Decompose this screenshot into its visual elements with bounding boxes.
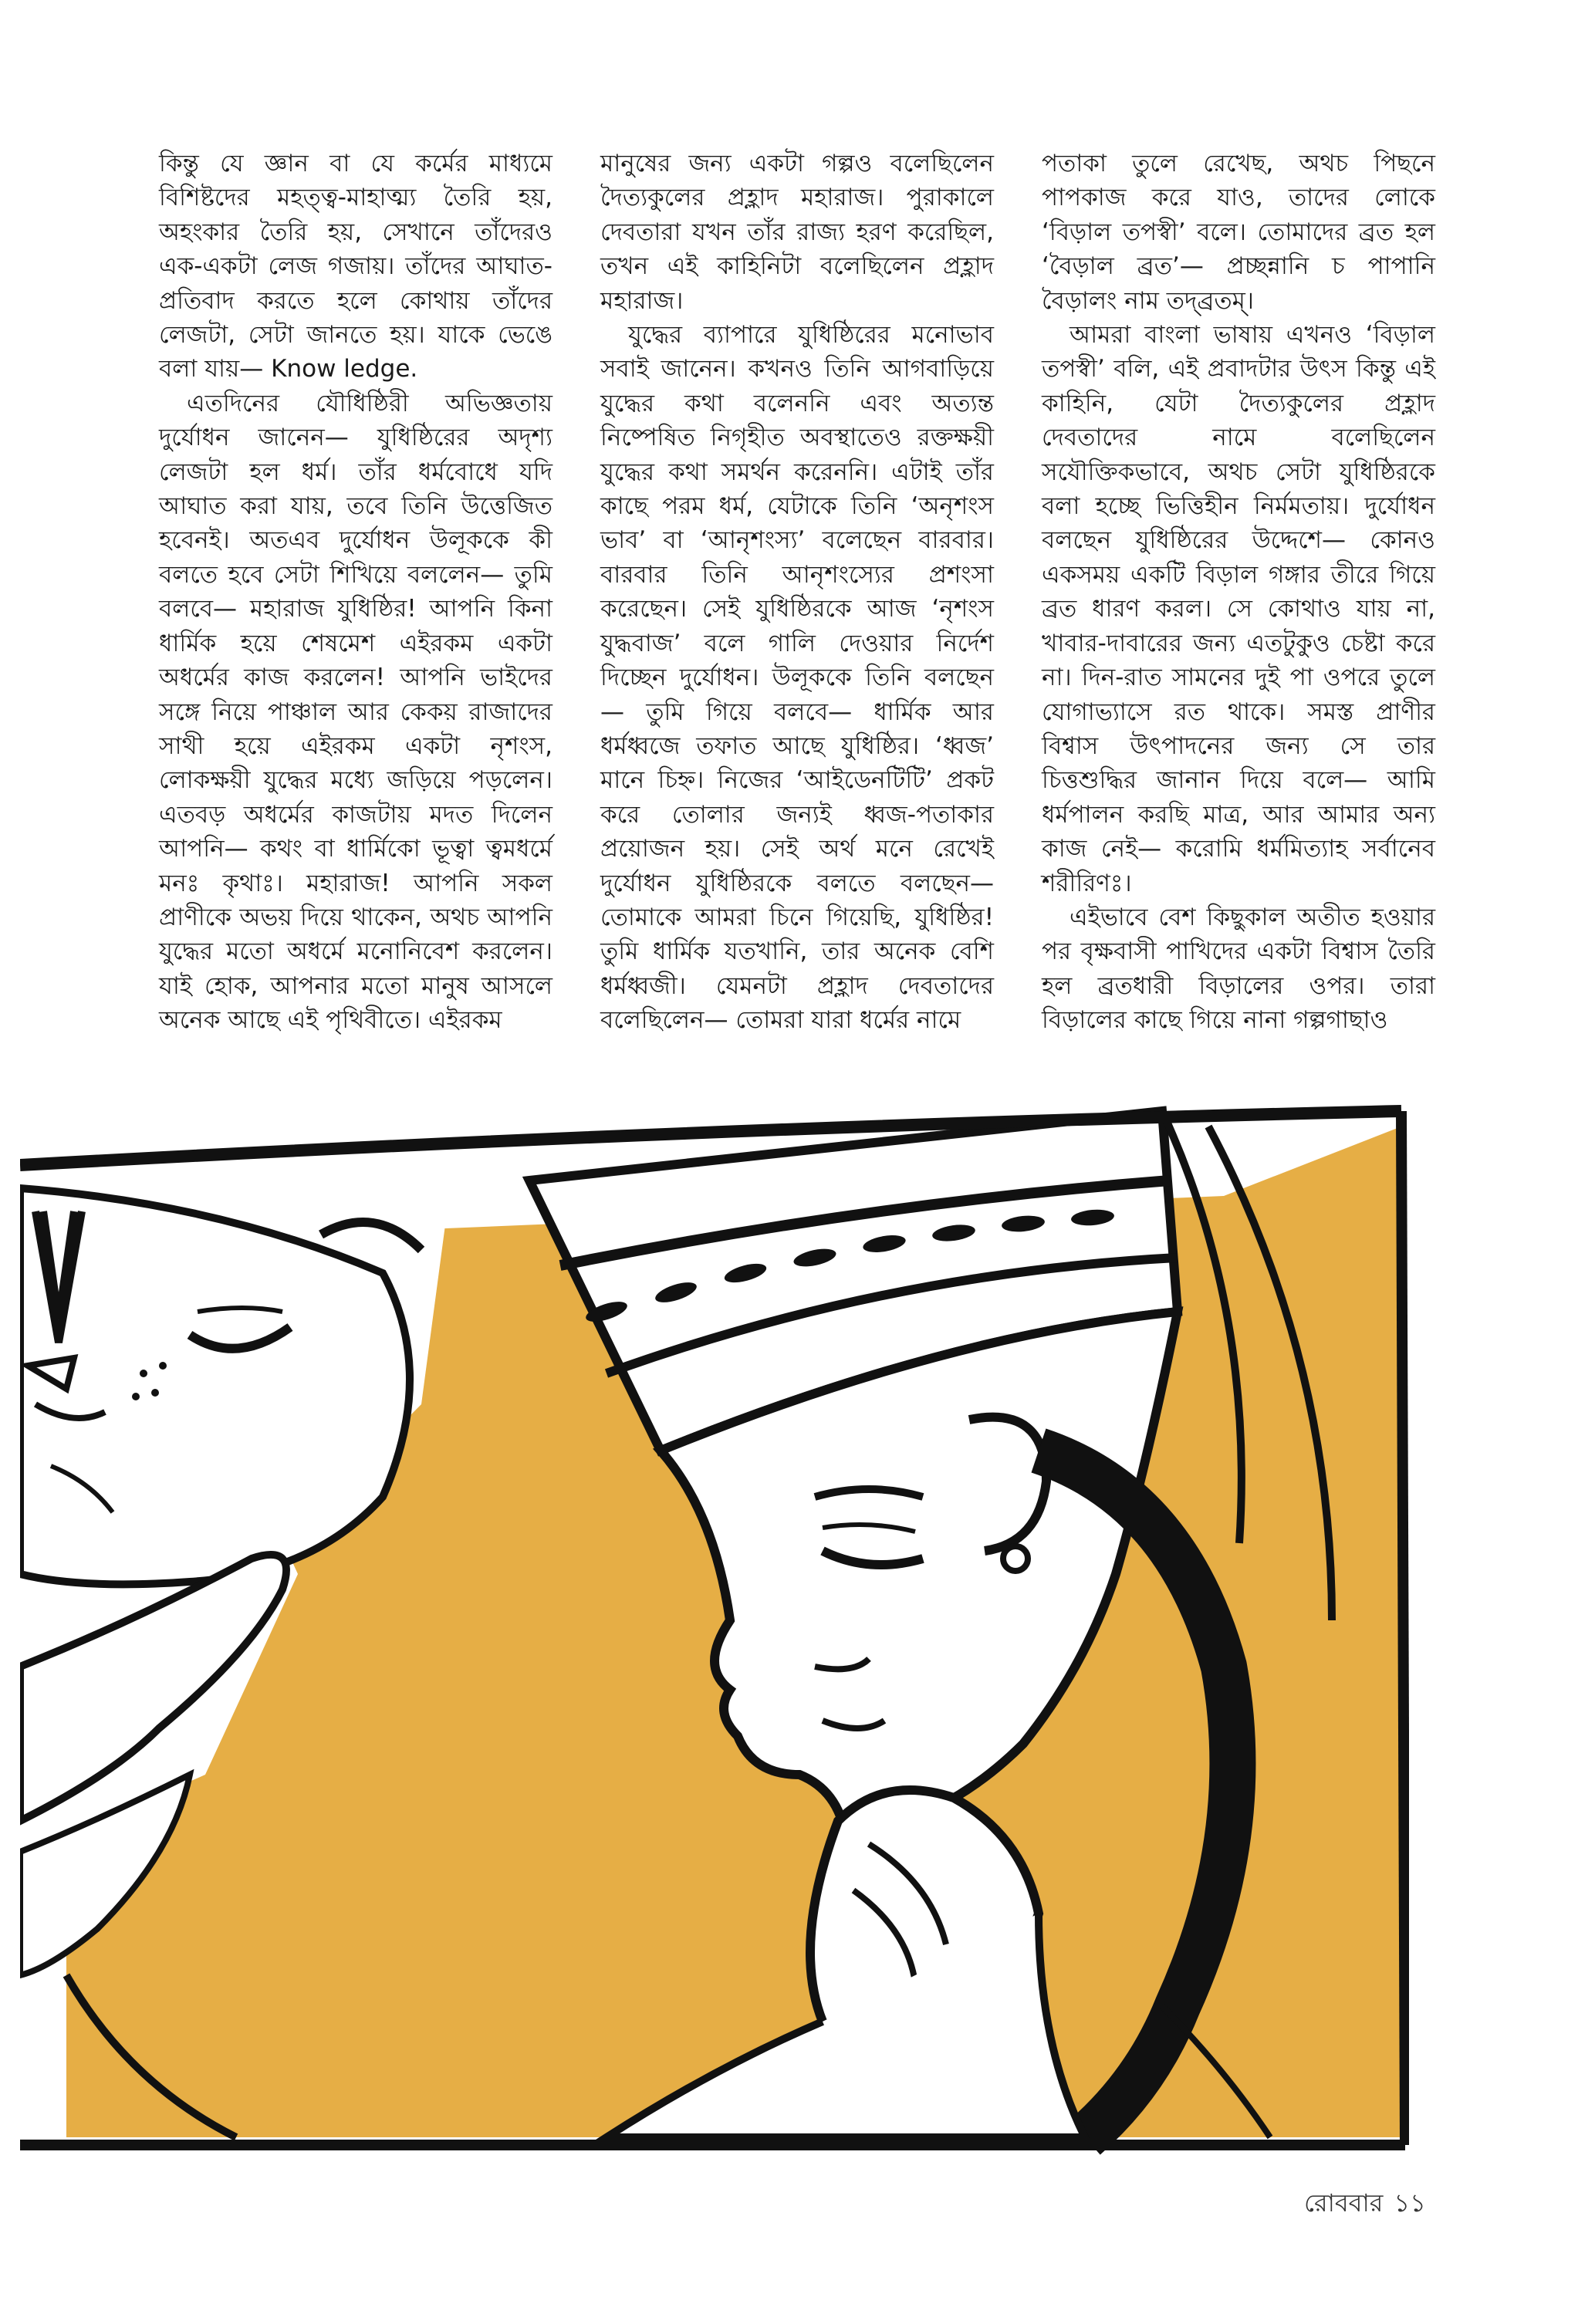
text-column-1 [159, 147, 553, 1038]
illustration-cat-and-king [20, 1080, 1409, 2160]
paragraph: এইভাবে বেশ কিছুকাল অতীত হওয়ার পর বৃক্ষবাসী পাখিদের একটা বিশ্বাস তৈরি হল ব্রতধারী বিড়ালের ওপর। তারা বিড়ালের কাছে গিয়ে নানা গল্পগাছাও [1042, 903, 1435, 1035]
paragraph: মানুষের জন্য একটা গল্পও বলেছিলেন দৈত্যকুলের প্রহ্লাদ মহারাজ। পুরাকালে দেবতারা যখন তাঁর রাজ্য হরণ করেছিল, তখন এই কাহিনিটা বলেছিলেন প্রহ্লাদ মহারাজ। [600, 150, 994, 315]
paragraph: এতদিনের যৌধিষ্ঠিরী অভিজ্ঞতায় দুর্যোধন জানেন— যুধিষ্ঠিরের অদৃশ্য লেজটা হল ধর্ম। তাঁর ধর্মবোধে যদি আঘাত করা যায়, তবে তিনি উত্তেজিত হবেনই। অতএব দুর্যোধন উলূককে কী বলতে হবে সেটা শিখিয়ে বললেন— তুমি বলবে— মহারাজ যুধিষ্ঠির! আপনি কিনা ধার্মিক হয়ে শেষমেশ এইরকম একটা অধর্মের কাজ করলেন! আপনি ভাইদের সঙ্গে নিয়ে পাঞ্চাল আর কেকয় রাজাদের সাথী হয়ে এইরকম একটা নৃশংস, লোকক্ষয়ী যুদ্ধের মধ্যে জড়িয়ে পড়লেন। এতবড় অধর্মের কাজটায় মদত দিলেন আপনি— কথং বা ধার্মিকো ভূত্বা ত্বমধর্মে মনঃ কৃথাঃ। মহারাজ! আপনি সকল প্রাণীকে অভয় দিয়ে থাকেন, অথচ আপনি যুদ্ধের মতো অধর্মে মনোনিবেশ করলেন। যাই হোক, আপনার মতো মানুষ আসলে অনেক আছে এই পৃথিবীতে। এইরকম [159, 389, 553, 1035]
paragraph: কিন্তু যে জ্ঞান বা যে কর্মের মাধ্যমে বিশিষ্টদের মহত্ত্ব-মাহাত্ম্য তৈরি হয়, অহংকার তৈরি হয়, সেখানে তাঁদেরও এক-একটা লেজ গজায়। তাঁদের আঘাত-প্রতিবাদ করতে হলে কোথায় তাঁদের লেজটা, সেটা জানতে হয়। যাকে ভেঙে বলা যায়— Know ledge. [159, 150, 553, 383]
page-number: ১১ [1394, 2188, 1426, 2218]
paragraph: যুদ্ধের ব্যাপারে যুধিষ্ঠিরের মনোভাব সবাই জানেন। কখনও তিনি আগবাড়িয়ে যুদ্ধের কথা বলেননি এবং অত্যন্ত নিষ্পেষিত নিগৃহীত অবস্থাতেও রক্তক্ষয়ী যুদ্ধের কথা সমর্থন করেননি। এটাই তাঁর কাছে পরম ধর্ম, যেটাকে তিনি ‘অনৃশংস ভাব’ বা ‘আনৃশংস্য’ বলেছেন বারবার। বারবার তিনি আনৃশংস্যের প্রশংসা করেছেন। সেই যুধিষ্ঠিরকে আজ ‘নৃশংস যুদ্ধবাজ’ বলে গালি দেওয়ার নির্দেশ দিচ্ছেন দুর্যোধন। উলূককে তিনি বলছেন— তুমি গিয়ে বলবে— ধার্মিক আর ধর্মধ্বজে তফাত আছে যুধিষ্ঠির। ‘ধ্বজ’ মানে চিহ্ন। নিজের ‘আইডেনটিটি’ প্রকট করে তোলার জন্যই ধ্বজ-পতাকার প্রয়োজন হয়। সেই অর্থ মনে রেখেই দুর্যোধন যুধিষ্ঠিরকে বলতে বলছেন— তোমাকে আমরা চিনে গিয়েছি, যুধিষ্ঠির! তুমি ধার্মিক যতখানি, তার অনেক বেশি ধর্মধ্বজী। যেমনটা প্রহ্লাদ দেবতাদের বলেছিলেন— তোমরা যারা ধর্মের নামে [600, 321, 994, 1035]
magazine-name: রোববার [1304, 2188, 1384, 2218]
text-column-2 [600, 147, 994, 1038]
text-column-3 [1042, 147, 1435, 1038]
page-footer [1304, 2184, 1426, 2225]
paragraph: আমরা বাংলা ভাষায় এখনও ‘বিড়াল তপস্বী’ বলি, এই প্রবাদটার উৎস কিন্তু এই কাহিনি, যেটা দৈত্যকুলের প্রহ্লাদ দেবতাদের নামে বলেছিলেন সযৌক্তিকভাবে, অথচ সেটা যুধিষ্ঠিরকে বলা হচ্ছে ভিত্তিহীন নির্মমতায়। দুর্যোধন বলছেন যুধিষ্ঠিরের উদ্দেশে— কোনও একসময় একটি বিড়াল গঙ্গার তীরে গিয়ে ব্রত ধারণ করল। সে কোথাও যায় না, খাবার-দাবারের জন্য এতটুকুও চেষ্টা করে না। দিন-রাত সামনের দুই পা ওপরে তুলে যোগাভ্যাসে রত থাকে। সমস্ত প্রাণীর বিশ্বাস উৎপাদনের জন্য সে তার চিত্তশুদ্ধির জানান দিয়ে বলে— আমি ধর্মপালন করছি মাত্র, আর আমার অন্য কাজ নেই— করোমি ধর্মমিত্যাহ সর্বানেব শরীরিণঃ। [1042, 321, 1435, 897]
paragraph: পতাকা তুলে রেখেছ, অথচ পিছনে পাপকাজ করে যাও, তাদের লোকে ‘বিড়াল তপস্বী’ বলে। তোমাদের ব্রত হল ‘বৈড়াল ব্রত’— প্রচ্ছন্নানি চ পাপানি বৈড়ালং নাম তদ্‌ব্রতম্‌। [1042, 150, 1435, 315]
